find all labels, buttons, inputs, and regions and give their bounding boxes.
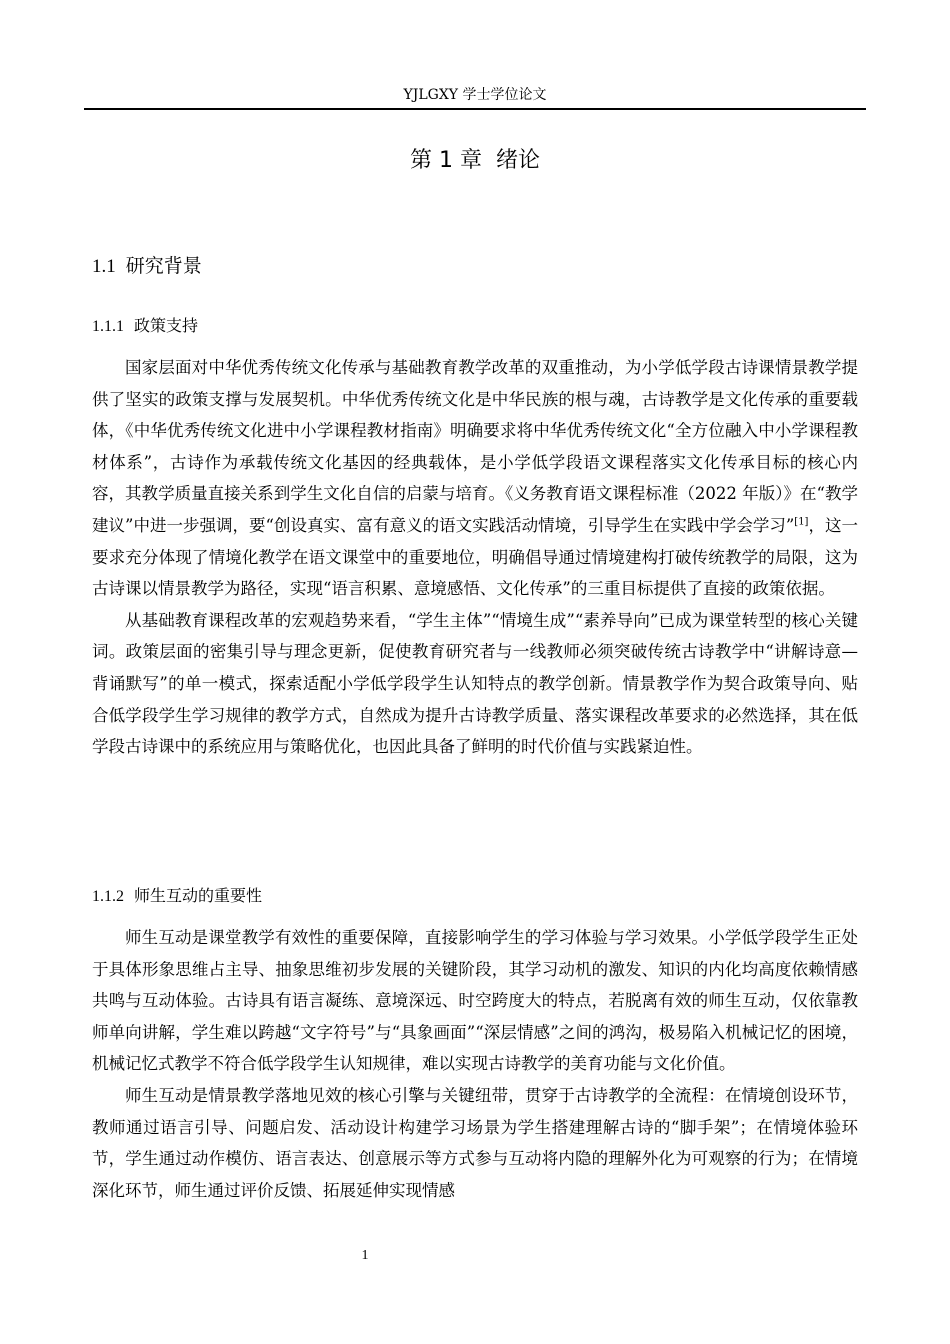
header-rule (84, 108, 866, 110)
paragraph: 师生互动是情景教学落地见效的核心引擎与关键纽带，贯穿于古诗教学的全流程：在情境创设环节，教师通过语言引导、问题启发、活动设计构建学习场景为学生搭建理解古诗的“脚手架”；在情境体验环节，学生通过动作模仿、语言表达、创意展示等方式参与互动将内隐的理解外化为可观察的行为；在情境深化环节，师生通过评价反馈、拓展延伸实现情感 (92, 1085, 858, 1200)
subsection-title: 政策支持 (134, 316, 199, 335)
paragraph: 师生互动是课堂教学有效性的重要保障，直接影响学生的学习体验与学习效果。小学低学段学生正处于具体形象思维占主导、抽象思维初步发展的关键阶段，其学习动机的激发、知识的内化均高度依赖情感共鸣与互动体验。古诗具有语言凝练、意境深远、时空跨度大的特点，若脱离有效的师生互动，仅依靠教师单向讲解，学生难以跨越“文字符号”与“具象画面”“深层情感”之间的鸿沟，极易陷入机械记忆的困境，机械记忆式教学不符合低学段学生认知规律，难以实现古诗教学的美育功能与文化价值。 (92, 928, 858, 1074)
subsection-number: 1.1.2 (92, 888, 124, 905)
chapter-title (84, 146, 866, 176)
paragraph (92, 352, 858, 605)
section-title: 研究背景 (125, 255, 202, 277)
subsection-heading-policy (92, 315, 198, 338)
subsection-body-interaction (92, 922, 858, 1206)
subsection-heading-interaction (92, 885, 262, 908)
page-number: 1 (361, 1248, 369, 1263)
chapter-number: 第 1 章 (410, 148, 482, 173)
paragraph-text: ，这一要求充分体现了情境化教学在语文课堂中的重要地位，明确倡导通过情境建构打破传统教学的局限，这为古诗课以情景教学为路径，实现“语言积累、意境感悟、文化传承”的三重目标提供了直接的政策依据。 (92, 515, 859, 599)
paragraph: 从基础教育课程改革的宏观趋势来看，“学生主体”“情境生成”“素养导向”已成为课堂转型的核心关键词。政策层面的密集引导与理念更新，促使教育研究者与一线教师必须突破传统古诗教学中“讲解诗意—背诵默写”的单一模式，探索适配小学低学段学生认知特点的教学创新。情景教学作为契合政策导向、贴合低学段学生学习规律的教学方式，自然成为提升古诗教学质量、落实课程改革要求的必然选择，其在低学段古诗课中的系统应用与策略优化，也因此具备了鲜明的时代价值与实践紧迫性。 (92, 610, 858, 757)
running-header: YJLGXY 学士学位论文 (403, 87, 547, 103)
subsection-number: 1.1.1 (92, 318, 124, 335)
subsection-title: 师生互动的重要性 (134, 886, 263, 905)
citation-marker[interactable]: [1] (794, 516, 809, 528)
chapter-name: 绪论 (495, 148, 540, 173)
section-heading (92, 253, 202, 280)
subsection-body-policy (92, 352, 858, 763)
paragraph-text: 国家层面对中华优秀传统文化传承与基础教育教学改革的双重推动，为小学低学段古诗课情景教学提供了坚实的政策支撑与发展契机。中华优秀传统文化是中华民族的根与魂，古诗教学是文化传承的重要载体，《中华优秀传统文化进中小学课程教材指南》明确要求将中华优秀传统文化“全方位融入中小学课程教材体系”，古诗作为承载传统文化基因的经典载体，是小学低学段语文课程落实文化传承目标的核心内容，其教学质量直接关系到学生文化自信的启蒙与培育。《义务教育语文课程标准（2022 年版）》在“教学建议”中进一步强调，要“创设真实、富有意义的语文实践活动情境，引导学生在实践中学会学习” (92, 358, 858, 535)
section-number: 1.1 (92, 256, 116, 277)
